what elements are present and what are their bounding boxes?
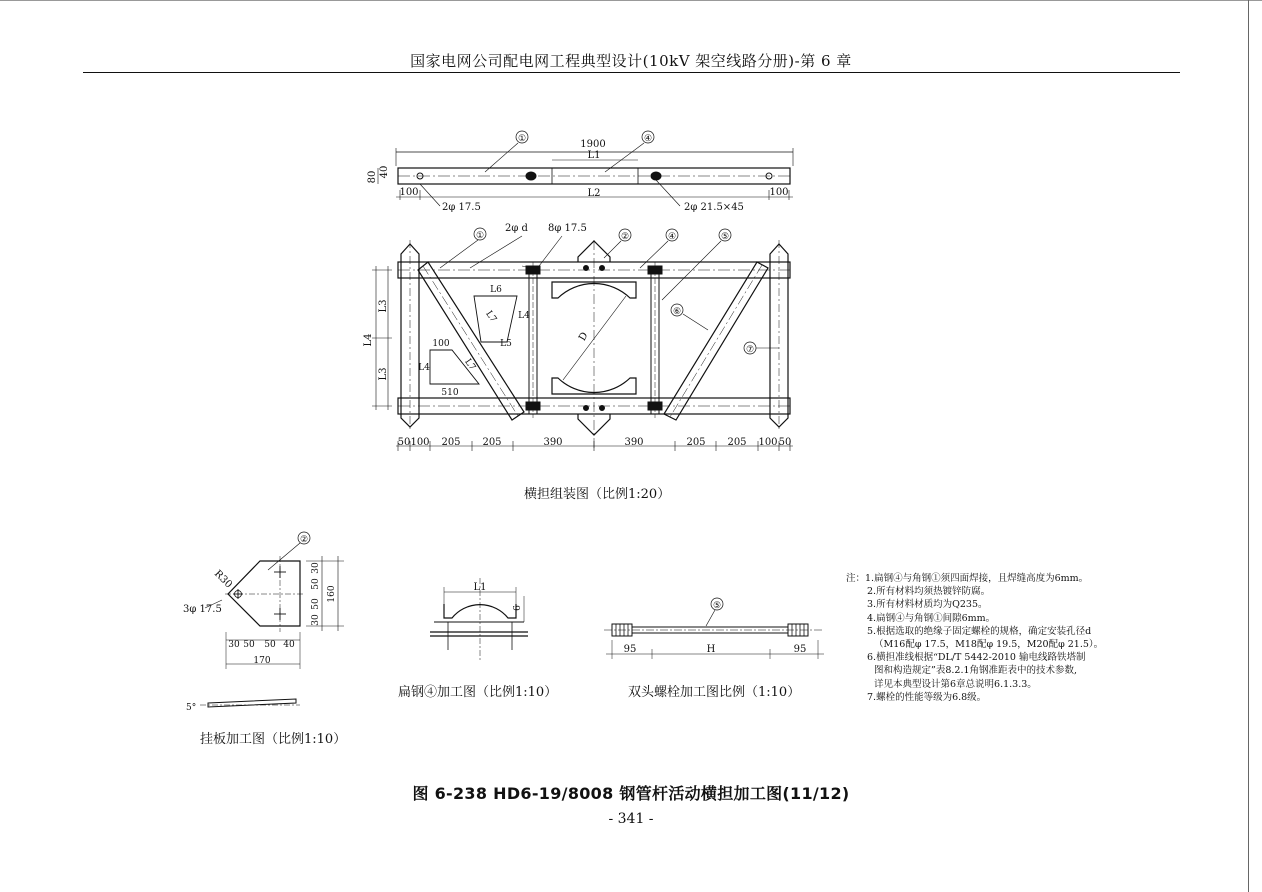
stud-bolt-title: 双头螺栓加工图比例（1:10） [628, 685, 801, 700]
top-hole-left [526, 172, 536, 180]
dim-100-left: 100 [410, 437, 430, 448]
stud-dim-mid: H [706, 644, 716, 655]
hanger-plate-outline [228, 561, 300, 626]
dim-50-right: 50 [778, 437, 792, 448]
dim-390-a: 390 [543, 437, 563, 448]
top-dim-end-right: 100 [769, 187, 789, 198]
left-end-plate [401, 244, 419, 427]
hanger-dim-v-2: 50 [311, 578, 321, 590]
note-line: 3.所有材料材质均为Q235。 [867, 599, 988, 611]
hanger-plate-side-view [208, 699, 296, 707]
dim-100-right: 100 [758, 437, 778, 448]
top-hole-left-label: 2φ 17.5 [442, 202, 481, 213]
dim-390-b: 390 [624, 437, 644, 448]
top-dim-end-left: 100 [399, 187, 419, 198]
hanger-plate-title: 挂板加工图（比例1:10） [200, 732, 347, 747]
dim-diameter: D [577, 330, 591, 343]
hanger-dim-h-4: 40 [283, 640, 295, 650]
assembly-callout-4: ④ [667, 232, 677, 242]
stud-bolt-text [624, 601, 807, 655]
hanger-dim-h-2: 50 [243, 640, 255, 650]
flat-steel-thickness: 6 [513, 605, 523, 611]
stud-dim-left: 95 [623, 644, 637, 655]
figure-caption: 图 6-238 HD6-19/8008 钢管杆活动横担加工图(11/12) [412, 784, 850, 803]
top-view-text [367, 134, 789, 213]
note-line: 5.根据选取的绝缘子固定螺栓的规格，确定安装孔径d [867, 625, 1092, 637]
assembly-callout-5: ⑤ [720, 232, 730, 242]
note-line: 2.所有材料均须热镀锌防腐。 [867, 586, 991, 598]
note-line: 7.螺栓的性能等级为6.8级。 [867, 691, 987, 703]
plate-lower-bottom: 510 [441, 388, 459, 398]
assembly-title: 横担组装图（比例1:20） [524, 487, 671, 502]
dim-l4: L4 [363, 333, 374, 347]
note-line: （M16配φ 17.5，M18配φ 19.5，M20配φ 21.5）。 [874, 639, 1104, 651]
hanger-radius: R30 [211, 568, 234, 591]
dim-205-a: 205 [441, 437, 461, 448]
assembly-callout-1: ① [475, 231, 485, 241]
holes-d-label: 2φ d [505, 223, 528, 234]
top-dim-offset: 40 [379, 165, 390, 179]
hanger-dim-h-total: 170 [253, 656, 271, 666]
assembly-callout-6: ⑥ [672, 307, 682, 317]
top-dim-l1: L1 [587, 150, 601, 161]
hanger-hole: 3φ 17.5 [183, 604, 222, 615]
flat-steel-text [473, 582, 523, 611]
plate-lower-side: L4 [418, 363, 430, 373]
plate-upper-side: L4 [518, 311, 530, 321]
hanger-dim-v-4: 30 [311, 614, 321, 626]
hanger-dim-h-1: 30 [228, 640, 240, 650]
plate-lower-diag: L7 [462, 357, 478, 373]
hanger-dim-v-3: 50 [311, 598, 321, 610]
right-end-plate [770, 244, 788, 427]
note-line: 4.扁钢④与角钢①间隙6mm。 [867, 612, 996, 624]
hanger-plate-view [200, 532, 344, 707]
note-line: 图和构造规定”表8.2.1角钢准距表中的技术参数, [874, 665, 1078, 677]
dim-l3-bottom: L3 [378, 367, 389, 381]
stud-dim-right: 95 [793, 644, 807, 655]
assembly-callout-7: ⑦ [745, 345, 755, 355]
dim-205-c: 205 [686, 437, 706, 448]
right-brace [664, 262, 768, 420]
top-hole-right [651, 172, 661, 180]
plate-upper-diag: L7 [483, 309, 499, 325]
page-number: - 341 - [608, 811, 654, 827]
hanger-callout-2: ② [299, 535, 309, 545]
top-callout-4: ④ [643, 134, 653, 144]
hanger-dim-v-total: 160 [327, 585, 337, 603]
flat-steel-l1: L1 [473, 582, 487, 593]
top-dim-l2: L2 [587, 188, 601, 199]
dim-50-left: 50 [397, 437, 411, 448]
plate-upper-bottom: L5 [500, 339, 512, 349]
notes-block [846, 572, 1103, 704]
dim-l3-top: L3 [378, 299, 389, 313]
top-dim-height: 80 [367, 170, 378, 184]
note-line: 注：1.扁钢④与角钢①须四面焊接，且焊缝高度为6mm。 [846, 573, 1089, 584]
stud-callout-5: ⑤ [712, 601, 722, 611]
note-line: 6.横担准线根据“DL/T 5442-2010 输电线路铁塔制 [867, 652, 1086, 664]
plate-lower-top: 100 [432, 339, 450, 349]
hanger-dim-v-1: 30 [311, 562, 321, 574]
holes-175-label: 8φ 17.5 [548, 223, 587, 234]
hanger-angle: 5° [186, 703, 197, 713]
hanger-dim-h-3: 50 [264, 640, 276, 650]
top-callout-1: ① [517, 134, 527, 144]
assembly-callout-2: ② [620, 232, 630, 242]
top-dim-1900: 1900 [580, 139, 606, 150]
dim-205-b: 205 [482, 437, 502, 448]
note-line: 详见本典型设计第6章总说明6.1.3.3。 [874, 678, 1037, 690]
flat-steel-title: 扁钢④加工图（比例1:10） [398, 685, 558, 700]
dim-205-d: 205 [727, 437, 747, 448]
header-title: 国家电网公司配电网工程典型设计(10kV 架空线路分册)-第 6 章 [410, 52, 852, 70]
top-hole-right-label: 2φ 21.5×45 [684, 202, 744, 213]
plate-upper-top: L6 [490, 285, 502, 295]
